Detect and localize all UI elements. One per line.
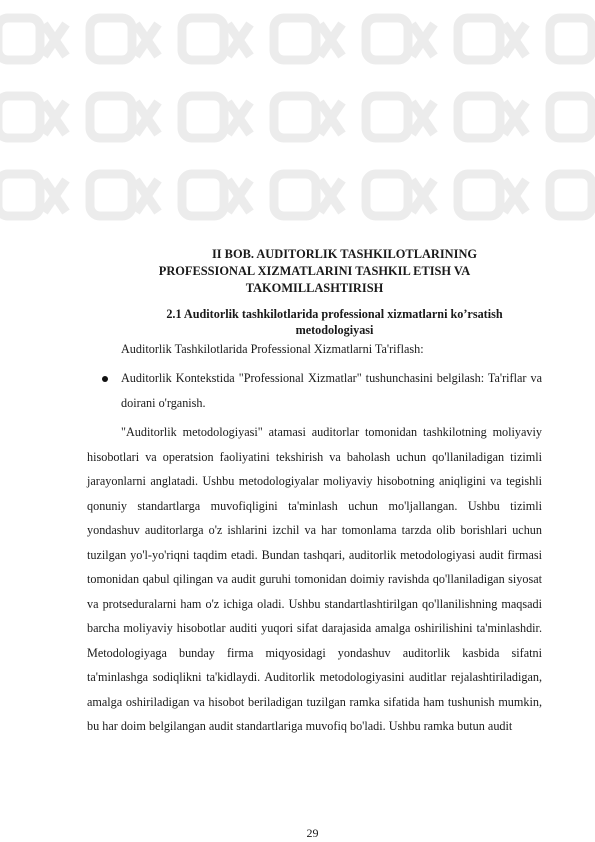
intro-line: Auditorlik Tashkilotlarida Professional Xizmatlarni Ta'riflash: — [121, 342, 424, 356]
chapter-heading — [87, 246, 542, 297]
page-number: 29 — [306, 826, 319, 840]
chapter-heading-line2: PROFESSIONAL XIZMATLARINI TASHKIL ETISH VA — [158, 264, 471, 278]
body-paragraph: "Auditorlik metodologiyasi" atamasi auditorlar tomonidan tashkilotning moliyaviy hisobotlari va operatsion faoliyatini tekshirish va baholash uchun qo'llaniladigan tizimli jarayonlarni anglatadi. Ushbu metodologiyalar moliyaviy hisobotning aniqligini va tegishli qonuniy standartlarga muvofiqligini ta'minlash uchun mo'ljallangan. Ushbu tizimli yondashuv auditorlarga o'z ishlarini izchil va har tomonlama tarzda olib borishlari uchun tuzilgan yo'l-yo'riqni taqdim etadi. Bundan tashqari, auditorlik metodologiyasi audit firmasi tomonidan qabul qilingan va audit guruhi tomonidan doimiy ravishda qo'llaniladigan siyosat va protseduralarni ham o'z ichiga oladi. Ushbu standartlashtirilgan qo'llanilishning maqsadi barcha moliyaviy hisobotlar auditi yuqori sifat darajasida amalga oshirilishini ta'minlashdir. Metodologiyaga bunday firma miqyosidagi yondashuv auditorlik kasbida sifatni ta'minlashga sodiqlikni ta'kidlaydi. Auditorlik metodologiyasini auditlar rejalashtiriladigan, amalga oshiriladigan va hisobot beriladigan tuzilgan ramka sifatida ham tushunish mumkin, bu har doim belgilangan audit standartlariga muvofiq bo'ladi. Ushbu ramka butun audit — [87, 425, 542, 733]
chapter-heading-line3: TAKOMILLASHTIRISH — [245, 281, 384, 295]
bullet-item — [87, 366, 542, 416]
section-heading-line1: 2.1 Auditorlik tashkilotlarida professional xizmatlarni ko’rsatish — [166, 307, 503, 321]
document-page — [87, 246, 542, 739]
chapter-heading-line1: II BOB. AUDITORLIK TASHKILOTLARINING — [211, 247, 478, 261]
section-heading-line2: metodologiyasi — [295, 323, 374, 337]
section-heading — [87, 306, 542, 338]
bullet-dot-icon — [102, 376, 108, 382]
bullet-list — [87, 366, 542, 416]
bullet-item-text: Auditorlik Kontekstida "Professional Xizmatlar" tushunchasini belgilash: Ta'riflar va doirani o'rganish. — [121, 371, 542, 410]
watermark-glyph — [0, 18, 592, 60]
